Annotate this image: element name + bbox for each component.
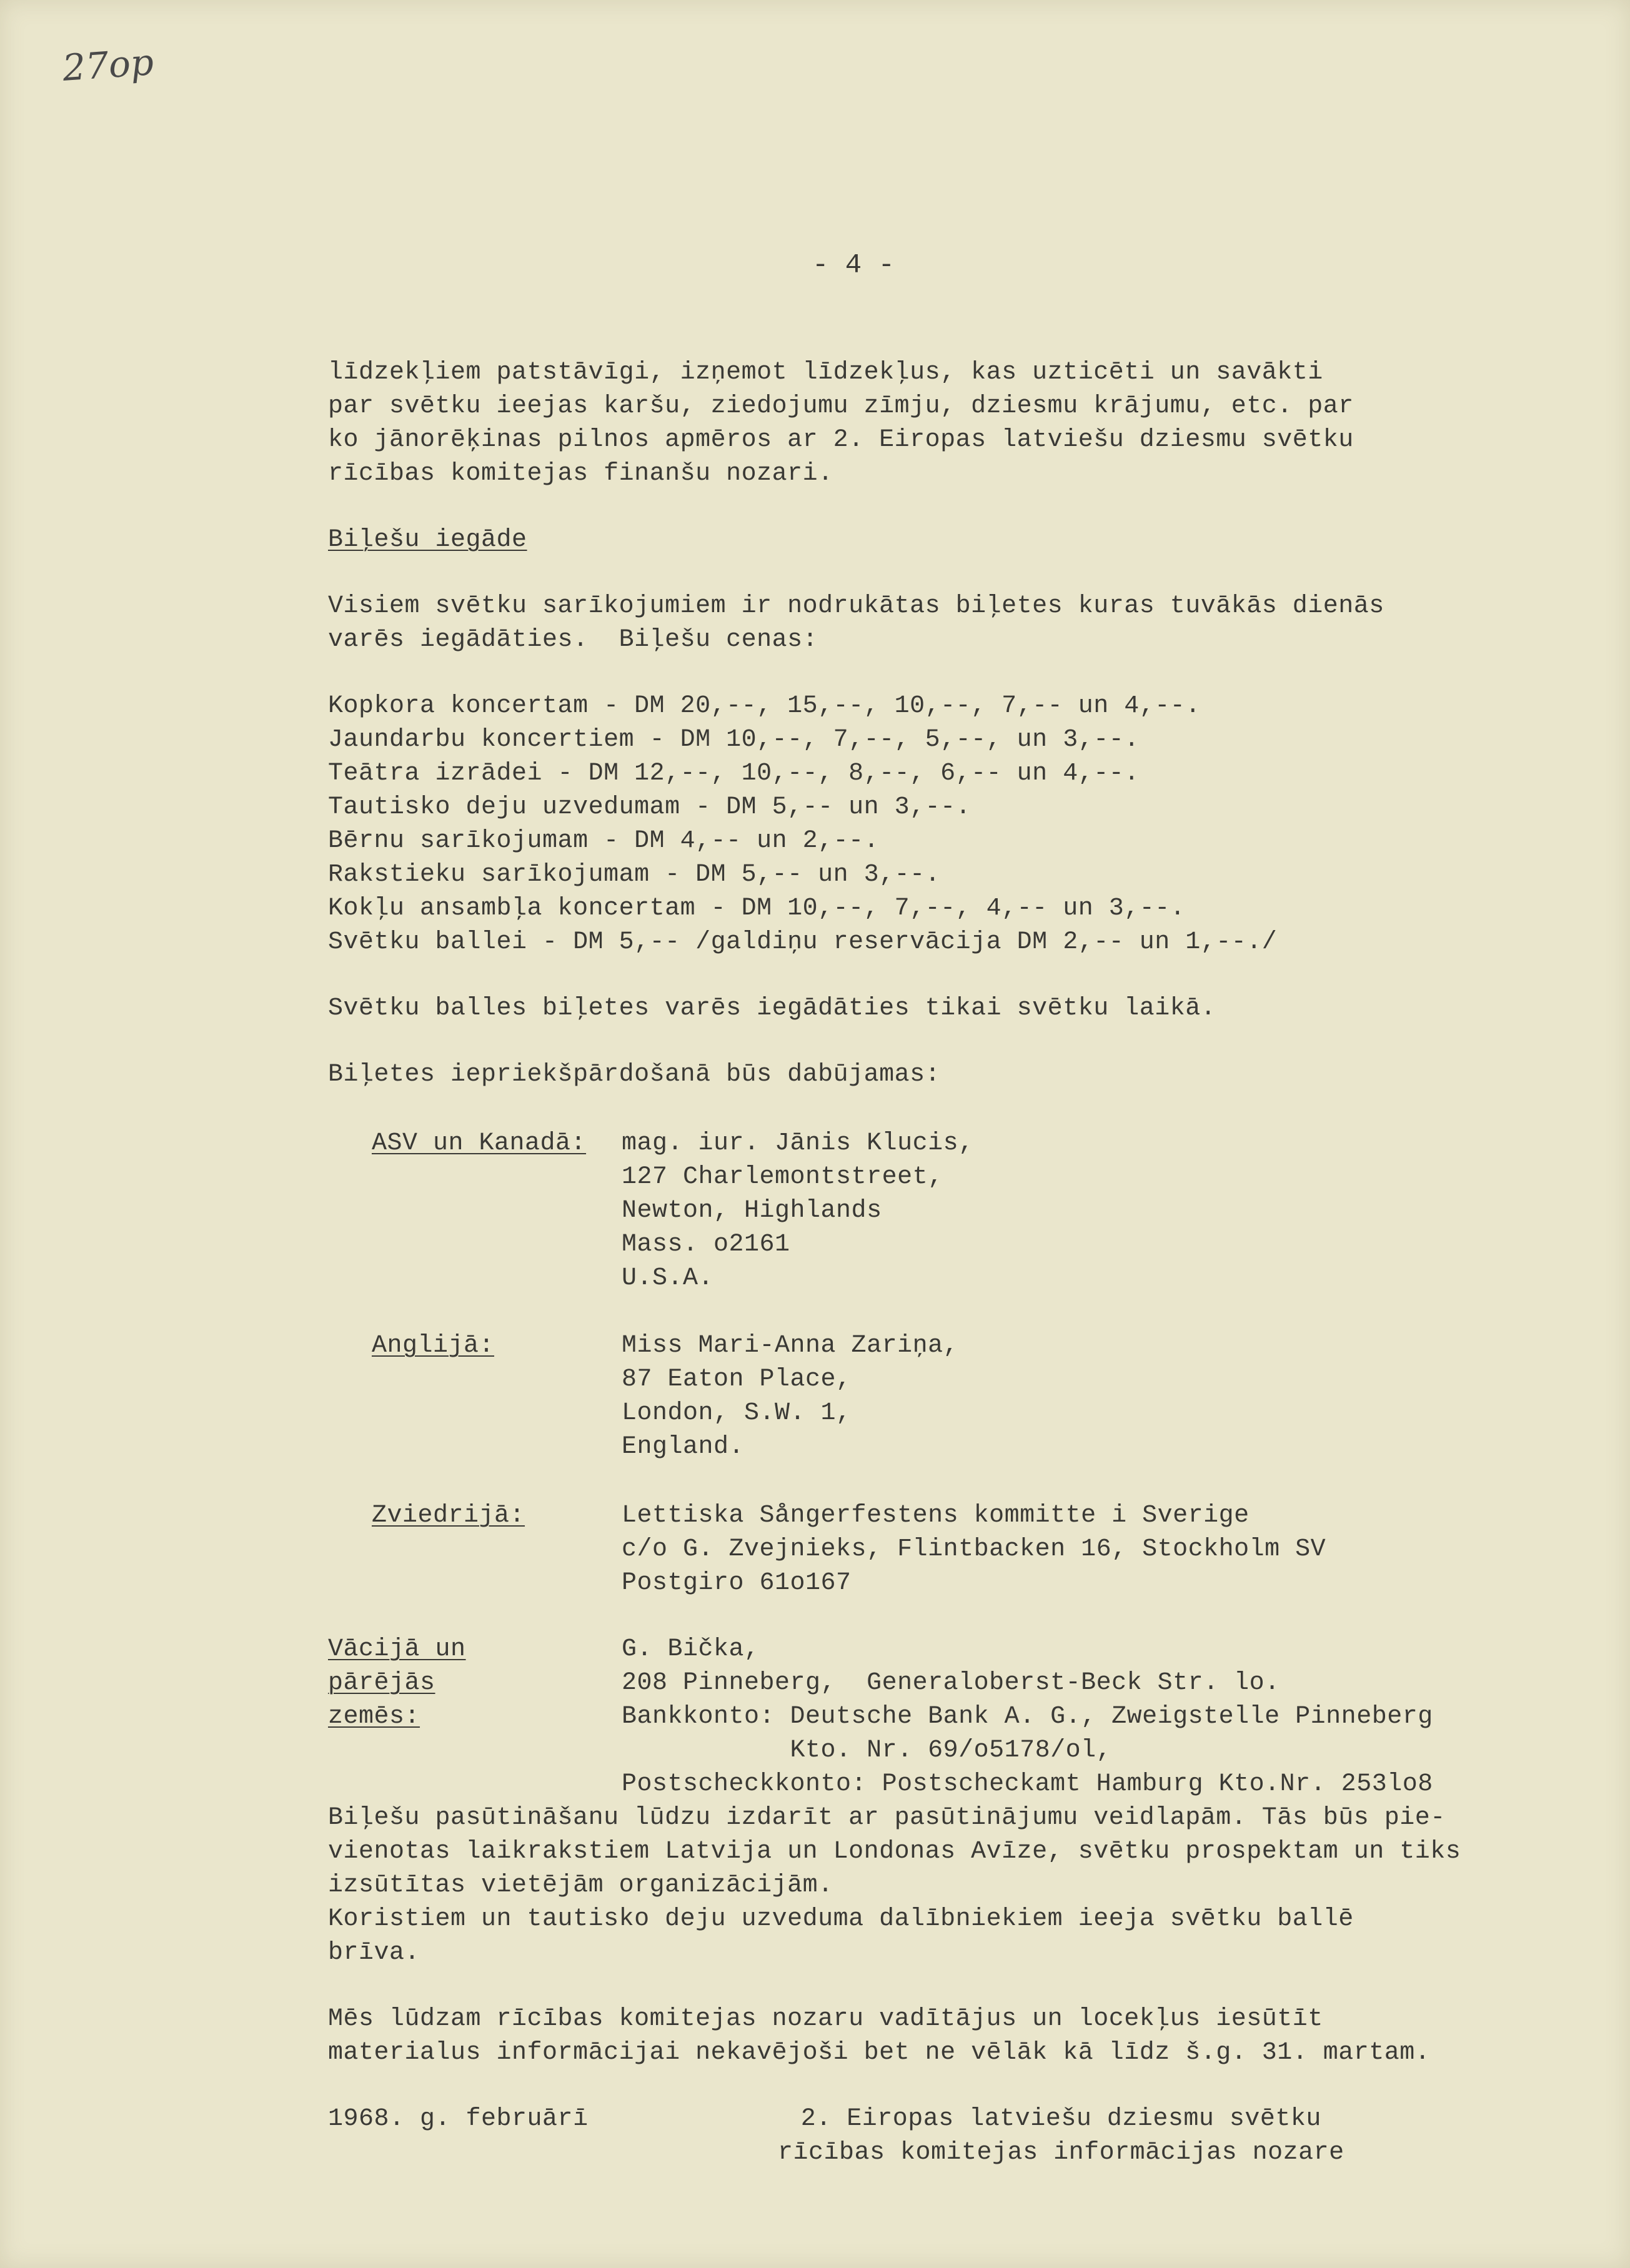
document-body (328, 356, 1515, 2171)
address-line: 127 Charlemontstreet, (622, 1163, 943, 1191)
price-item: Kokļu ansambļa koncertam - DM 10,--, 7,--, 4,-- un 3,--. (328, 894, 1186, 923)
price-item: Teātra izrādei - DM 12,--, 10,--, 8,--, 6,-- un 4,--. (328, 760, 1140, 788)
address-line: mag. iur. Jānis Klucis, (622, 1129, 974, 1157)
address-line: G. Bička, (622, 1635, 760, 1663)
address-label: zemēs: (328, 1703, 420, 1731)
address-line: U.S.A. (622, 1264, 714, 1292)
address-label: Anglijā: (372, 1332, 495, 1360)
presale-intro: Biļetes iepriekšpārdošanā būs dabūjamas: (328, 1061, 941, 1089)
text-line: par svētku ieejas karšu, ziedojumu zīmju, dziesmu krājumu, etc. par (328, 392, 1354, 420)
address-line: Postgiro 61o167 (622, 1569, 852, 1597)
closing-date: 1968. g. februārī (328, 2105, 589, 2133)
handwritten-note: 27op (61, 40, 156, 90)
order-paragraph (328, 1801, 1515, 1970)
intro-paragraph (328, 356, 1515, 491)
address-line: c/o G. Zvejnieks, Flintbacken 16, Stockholm SV (622, 1535, 1326, 1563)
ball-note: Svētku balles biļetes varēs iegādāties tikai svētku laikā. (328, 994, 1216, 1023)
address-line: Miss Mari-Anna Zariņa, (622, 1332, 959, 1360)
text-line: rīcības komitejas finanšu nozari. (328, 460, 833, 488)
text-line: līdzekļiem patstāvīgi, izņemot līdzekļus, kas uzticēti un savākti (328, 359, 1323, 387)
text-line: izsūtītas vietējām organizācijām. (328, 1871, 833, 1899)
text-line: Mēs lūdzam rīcības komitejas nozaru vadītājus un locekļus iesūtīt (328, 2005, 1323, 2033)
price-item: Svētku ballei - DM 5,-- /galdiņu reservācija DM 2,-- un 1,--./ (328, 928, 1278, 956)
text-line: Koristiem un tautisko deju uzveduma dalībniekiem ieeja svētku ballē (328, 1905, 1354, 1933)
signature-line: rīcības komitejas informācijas nozare (778, 2139, 1344, 2167)
closing-block (328, 2102, 1515, 2171)
address-block-england (328, 1329, 1515, 1464)
address-line: London, S.W. 1, (622, 1399, 852, 1427)
address-line: Bankkonto: Deutsche Bank A. G., Zweigstelle Pinneberg (622, 1703, 1433, 1731)
address-line: Mass. o2161 (622, 1231, 790, 1259)
address-block-germany (328, 1633, 1515, 1801)
request-paragraph (328, 2003, 1515, 2070)
address-label: ASV un Kanadā: (372, 1129, 587, 1157)
text-line: Biļešu pasūtināšanu lūdzu izdarīt ar pasūtinājumu veidlapām. Tās būs pie- (328, 1804, 1446, 1832)
address-block-sweden (328, 1499, 1515, 1600)
text-line: varēs iegādāties. Biļešu cenas: (328, 626, 818, 654)
address-line: 87 Eaton Place, (622, 1365, 852, 1394)
text-line: vienotas laikrakstiem Latvija un Londonas Avīze, svētku prospektam un tiks (328, 1838, 1461, 1866)
address-line: Lettiska Sångerfestens kommitte i Sverige (622, 1502, 1250, 1530)
text-line: materialus informācijai nekavējoši bet ne vēlāk kā līdz š.g. 31. martam. (328, 2039, 1431, 2067)
price-item: Rakstieku sarīkojumam - DM 5,-- un 3,--. (328, 861, 941, 889)
address-label: Zviedrijā: (372, 1502, 525, 1530)
address-line: England. (622, 1433, 745, 1461)
price-item: Tautisko deju uzvedumam - DM 5,-- un 3,--. (328, 793, 972, 821)
tickets-intro (328, 590, 1515, 657)
address-block-usa (328, 1127, 1515, 1295)
text-line: Visiem svētku sarīkojumiem ir nodrukātas biļetes kuras tuvākās dienās (328, 592, 1384, 620)
section-heading: Biļešu iegāde (328, 526, 527, 554)
signature-line: 2. Eiropas latviešu dziesmu svētku (800, 2105, 1321, 2133)
address-line: Postscheckkonto: Postscheckamt Hamburg Kto.Nr. 253lo8 (622, 1770, 1433, 1798)
page-number: - 4 - (812, 250, 895, 281)
price-item: Jaundarbu koncertiem - DM 10,--, 7,--, 5,--, un 3,--. (328, 726, 1140, 754)
price-item: Bērnu sarīkojumam - DM 4,-- un 2,--. (328, 827, 880, 855)
address-line: Kto. Nr. 69/o5178/ol, (622, 1736, 1112, 1765)
address-line: 208 Pinneberg, Generaloberst-Beck Str. lo. (622, 1669, 1280, 1697)
address-line: Newton, Highlands (622, 1197, 882, 1225)
text-line: ko jānorēķinas pilnos apmēros ar 2. Eiropas latviešu dziesmu svētku (328, 426, 1354, 454)
address-label: Vācijā un (328, 1635, 466, 1663)
address-label: pārējās (328, 1669, 435, 1697)
text-line: brīva. (328, 1939, 420, 1967)
price-list (328, 690, 1515, 959)
price-item: Kopkora koncertam - DM 20,--, 15,--, 10,--, 7,-- un 4,--. (328, 692, 1201, 720)
